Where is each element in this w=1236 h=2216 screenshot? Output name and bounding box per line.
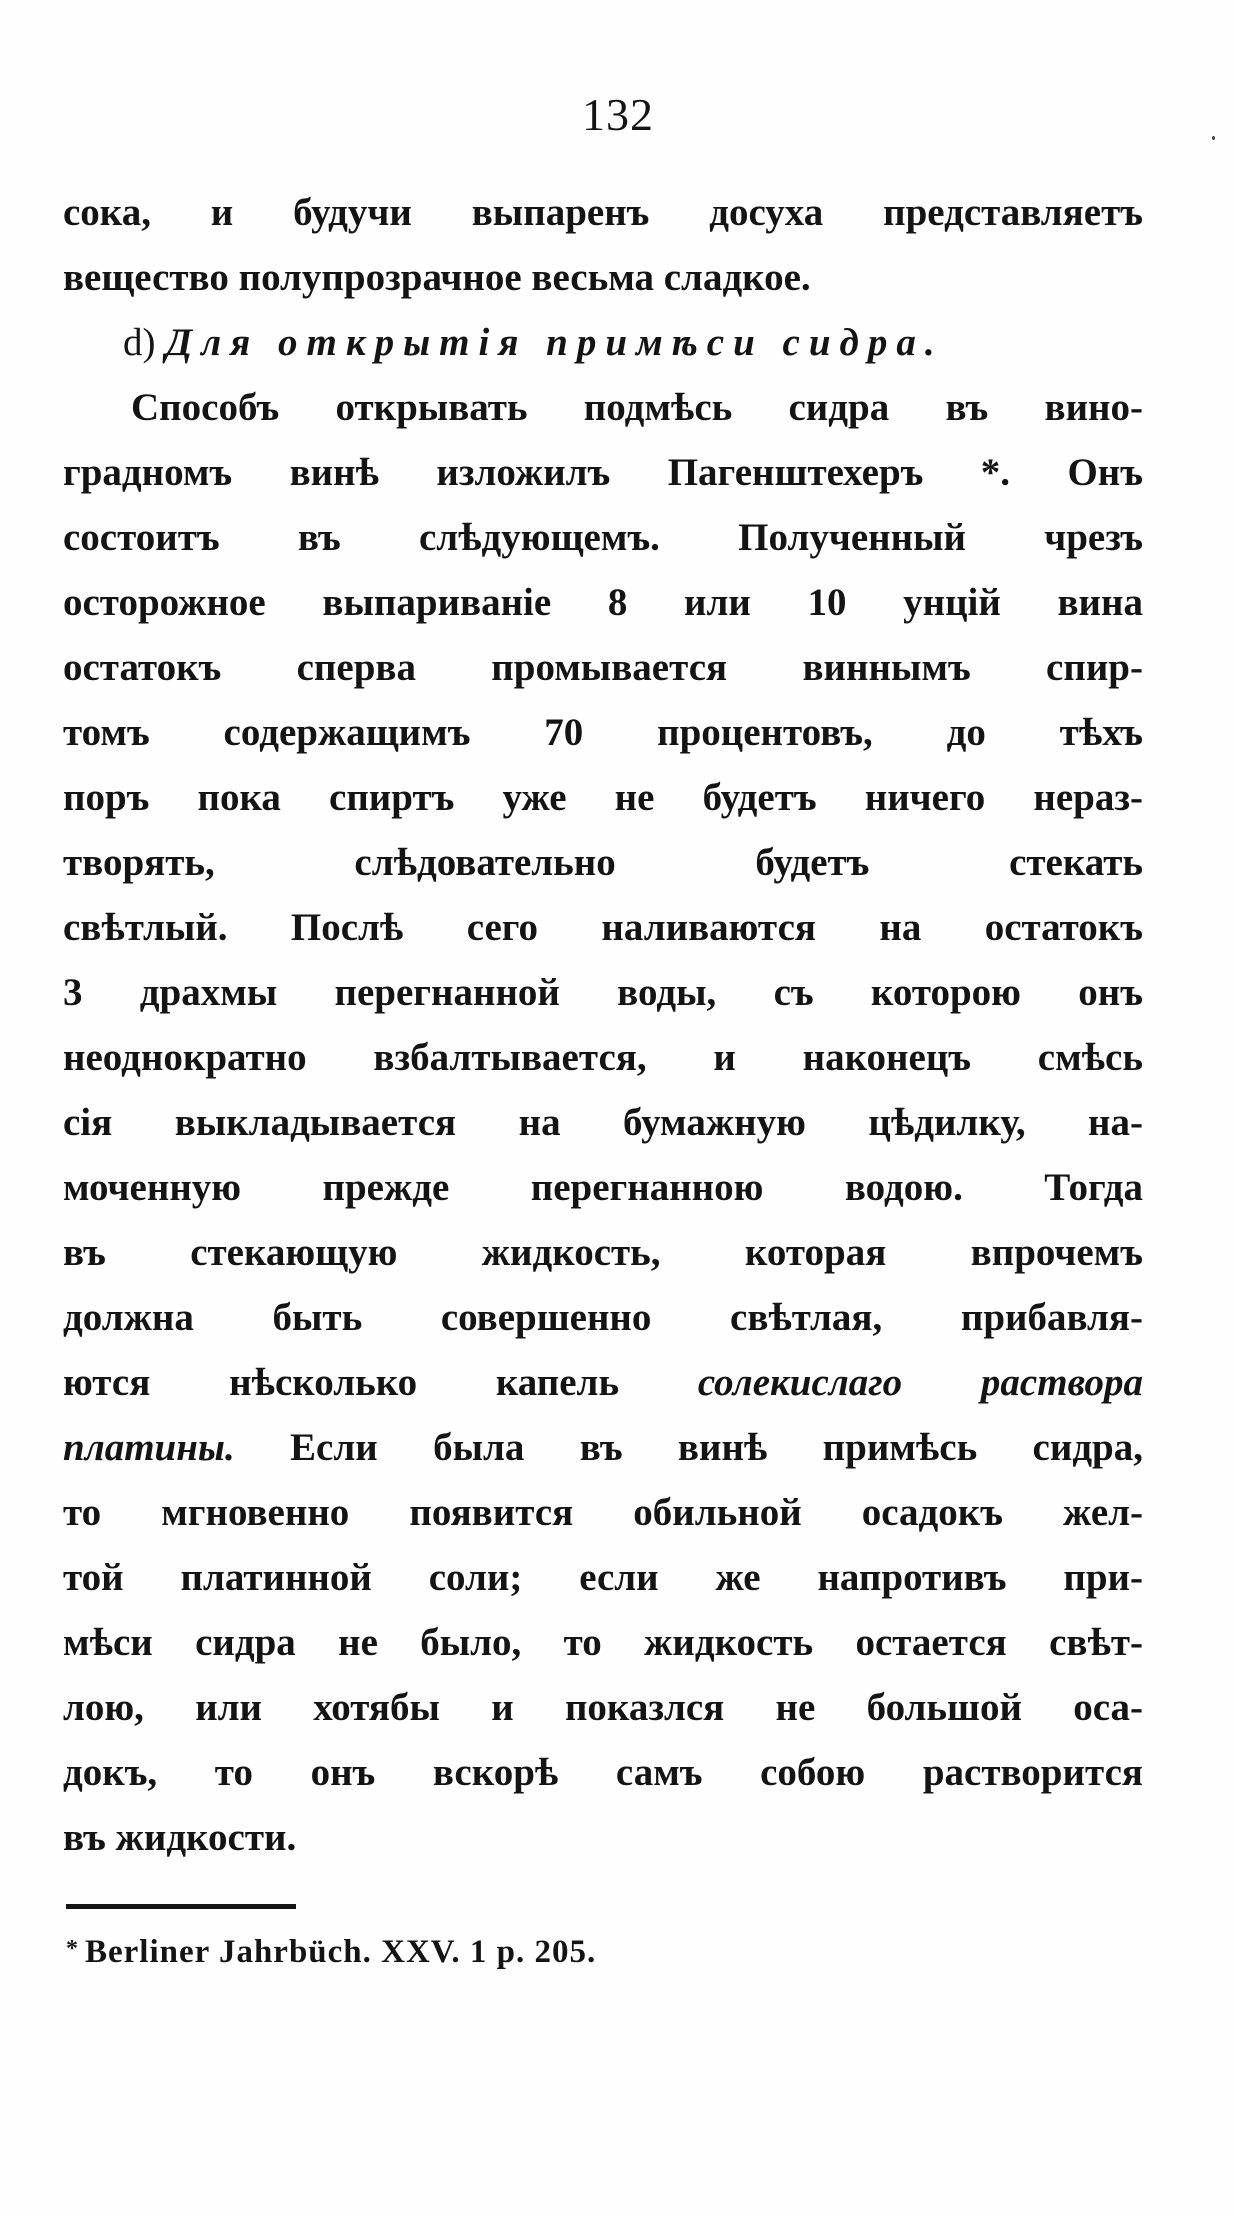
footnote — [66, 1924, 596, 1977]
text-line — [63, 440, 1143, 505]
text-line — [63, 1350, 1143, 1415]
ink-speck — [1212, 136, 1215, 140]
line-text: въ стекающую жидкость, которая впрочемъ — [63, 1231, 1143, 1274]
line-text: сія выкладывается на бумажную цѣдилку, на- — [63, 1101, 1143, 1144]
line-text: лою, или хотябы и показлся не большой оса- — [63, 1686, 1143, 1729]
line-text: поръ пока спиртъ уже не будетъ ничего нераз- — [63, 776, 1143, 819]
line-text: состоитъ въ слѣдующемъ. Полученный чрезъ — [63, 516, 1143, 559]
text-line — [63, 635, 1143, 700]
line-text: свѣтлый. Послѣ сего наливаются на остатокъ — [63, 906, 1143, 949]
footnote-text: Berliner Jahrbüch. XXV. 1 p. 205. — [85, 1934, 597, 1970]
line-text: осторожное выпариваніе 8 или 10 унцій вина — [63, 581, 1143, 624]
page-number: 132 — [582, 89, 654, 140]
text-line — [63, 505, 1143, 570]
text-line — [63, 1675, 1143, 1740]
text-line — [63, 830, 1143, 895]
text-line — [63, 700, 1143, 765]
line-text: Способъ открывать подмѣсь сидра въ вино- — [131, 386, 1143, 429]
line-text: мѣси сидра не было, то жидкость остается свѣт- — [63, 1621, 1143, 1664]
italic-term: солекислаго раствора — [697, 1361, 1143, 1404]
line-text: докъ, то онъ вскорѣ самъ собою растворится — [63, 1751, 1143, 1794]
line-text: 3 драхмы перегнанной воды, съ которою онъ — [63, 971, 1143, 1014]
text-line — [63, 1545, 1143, 1610]
text-line — [63, 570, 1143, 635]
text-line — [63, 1805, 1143, 1870]
line-text: въ жидкости. — [63, 1816, 297, 1859]
text-line — [63, 1740, 1143, 1805]
section-marker: d) — [123, 321, 156, 364]
body-text — [63, 180, 1143, 1870]
text-line — [63, 895, 1143, 960]
line-text: Если была въ винѣ примѣсь сидра, — [290, 1426, 1143, 1469]
section-heading — [63, 310, 1143, 375]
line-text: градномъ винѣ изложилъ Пагенштехеръ *. Онъ — [63, 451, 1143, 494]
text-line — [63, 1610, 1143, 1675]
footnote-divider — [66, 1904, 296, 1909]
line-text: неоднократно взбалтывается, и наконецъ смѣсь — [63, 1036, 1143, 1079]
footnote-marker: * — [66, 1936, 79, 1962]
text-line — [63, 1220, 1143, 1285]
text-line — [63, 960, 1143, 1025]
text-line — [63, 1155, 1143, 1220]
text-line — [63, 1480, 1143, 1545]
line-text: ются нѣсколько капель — [63, 1361, 620, 1404]
line-text: вещество полупрозрачное весьма сладкое. — [63, 256, 811, 299]
line-text: творять, слѣдовательно будетъ стекать — [63, 841, 1143, 884]
text-line — [63, 1415, 1143, 1480]
italic-term: платины. — [63, 1426, 235, 1469]
line-text: сока, и будучи выпаренъ досуха представляетъ — [63, 191, 1143, 234]
line-text: должна быть совершенно свѣтлая, прибавля- — [63, 1296, 1143, 1339]
text-line — [63, 180, 1143, 245]
text-line — [63, 1025, 1143, 1090]
line-text: той платинной соли; если же напротивъ при- — [63, 1556, 1143, 1599]
line-text: томъ содержащимъ 70 процентовъ, до тѣхъ — [63, 711, 1143, 754]
text-line — [63, 245, 1143, 310]
text-line — [63, 1090, 1143, 1155]
line-text: то мгновенно появится обильной осадокъ жел- — [63, 1491, 1143, 1534]
text-line — [63, 1285, 1143, 1350]
line-text: моченную прежде перегнанною водою. Тогда — [63, 1166, 1143, 1209]
line-text: остатокъ сперва промывается виннымъ спир- — [63, 646, 1143, 689]
section-heading-text: Для открытія примѣси сидра. — [165, 321, 944, 364]
text-line — [63, 375, 1143, 440]
text-line — [63, 765, 1143, 830]
